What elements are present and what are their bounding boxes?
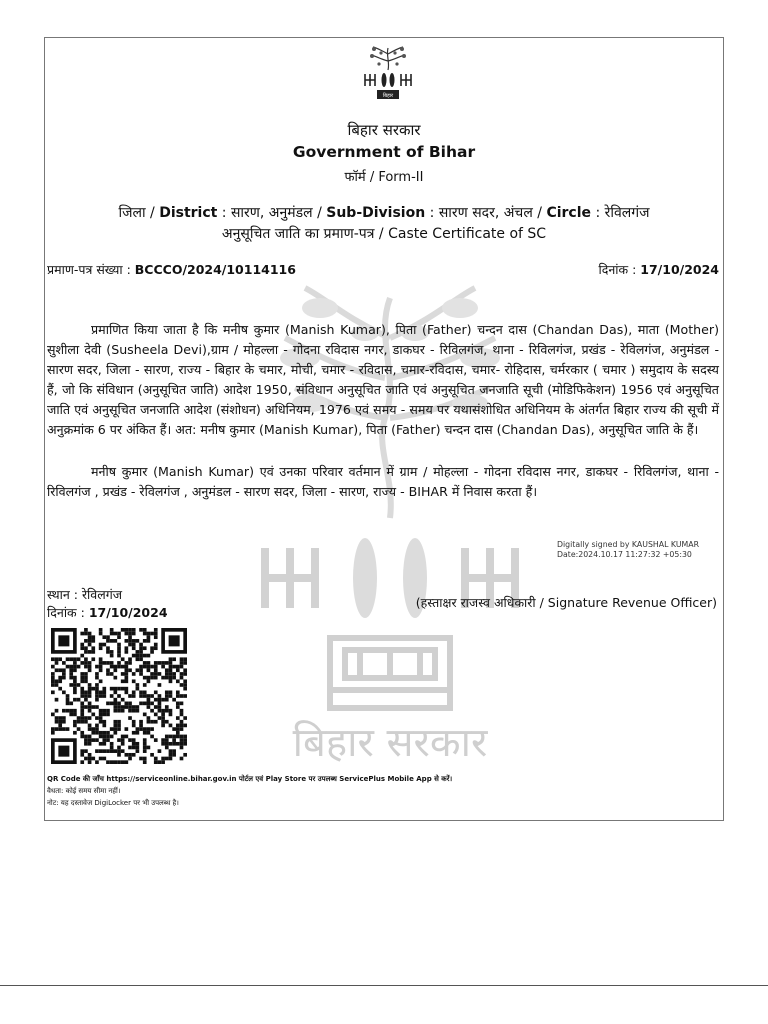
digital-signature-signer: Digitally signed by KAUSHAL KUMAR (557, 540, 700, 549)
title-english: Government of Bihar (292, 143, 476, 161)
certification-paragraph: प्रमाणित किया जाता है कि मनीष कुमार (Manish Kumar), पिता (Father) चन्दन दास (Chandan Das), माता (Mother) सुशीला देवी (Susheela Devi),ग्राम / मोहल्ला - गोदना रविदास नगर, डाकघर - रिविलगंज, थाना - रिविलगंज, प्रखंड - रेविलगंज, अनुमंडल - सारण सदर, जिला - सारण, राज्य - बिहार के चमार, मोची, चमार - रविदास, चमार-रविदास, चमार- रोहिदास, चर्मरकार ( चमार ) समुदाय के सदस्य हैं, जो कि संविधान (अनुसूचित जाति) आदेश 1950, संविधान अनुसूचित जाति एवं अनुसूचित जनजाति सूची (मोडिफिकेशन) 1956 एवं अनुसूचित जाति एवं अनुसूचित जनजाति आदेश (संशोधन) अधिनियम, 1976 एवं समय - समय पर यथासंशोधित अधिनियम के अंतर्गत बिहार राज्य की सूची में अनुक्रमांक 6 पर अंकित हैं। अत: मनीष कुमार (Manish Kumar), पिता (Father) चन्दन दास (Chandan Das), अनुसूचित जाति के हैं। (47, 322, 719, 437)
title-hindi: बिहार सरकार (347, 121, 421, 139)
certificate-date-label: दिनांक : (598, 262, 641, 277)
digital-signature (557, 540, 699, 560)
certificate-frame (44, 37, 724, 821)
emblem-text: बिहार (382, 93, 394, 99)
qr-code[interactable] (51, 628, 187, 764)
issue-place-value: रेविलगंज (81, 587, 123, 602)
subdivision-value: : सारण सदर, अंचल / (425, 205, 547, 221)
watermark-text: बिहार सरकार (292, 720, 488, 766)
certificate-number (47, 261, 296, 278)
certificate-title: अनुसूचित जाति का प्रमाण-पत्र / Caste Certificate of SC (221, 226, 547, 242)
circle-label: Circle (546, 205, 592, 221)
footer-validity: वैधता: कोई समय सीमा नहीं। (47, 787, 121, 795)
signature-officer-label: (हस्ताक्षर राजस्व अधिकारी / Signature Revenue Officer) (415, 595, 717, 610)
footer-qr-note: QR Code की जाँच https://serviceonline.bihar.gov.in पोर्टल एवं Play Store पर उपलब्ध ServicePlus Mobile App से करें। (47, 775, 453, 783)
form-label: फॉर्म / Form-II (344, 170, 424, 185)
page-bottom-rule (0, 985, 768, 986)
certificate-date (598, 261, 719, 278)
issue-date (47, 604, 168, 622)
district-value: : सारण, अनुमंडल / (217, 205, 327, 221)
district-prefix: जिला / (118, 205, 160, 221)
district-label: District (159, 205, 218, 221)
certificate-number-value: BCCCO/2024/10114116 (134, 262, 296, 277)
certificate-date-value: 17/10/2024 (640, 262, 719, 277)
footer-notes (47, 773, 452, 809)
residence-paragraph: मनीष कुमार (Manish Kumar) एवं उनका परिवार वर्तमान में ग्राम / मोहल्ला - गोदना रविदास नगर, डाकघर - रिविलगंज, थाना - रिविलगंज , प्रखंड - रेविलगंज , अनुमंडल - सारण सदर, जिला - सारण, राज्य - BIHAR में निवास करता हैं। (47, 464, 720, 499)
subdivision-label: Sub-Division (326, 205, 426, 221)
jurisdiction-line (45, 203, 723, 222)
issue-place-label: स्थान : (47, 587, 82, 602)
bihar-emblem-logo (357, 44, 419, 104)
issue-place-date (47, 586, 168, 622)
footer-digilocker: नोट: यह दस्तावेज DigiLocker पर भी उपलब्ध है। (47, 799, 179, 807)
certificate-number-label: प्रमाण-पत्र संख्या : (47, 262, 135, 277)
circle-value: : रेविलगंज (591, 205, 650, 221)
issue-date-label: दिनांक : (47, 605, 89, 620)
digital-signature-date: Date:2024.10.17 11:27:32 +05:30 (557, 550, 692, 559)
issue-date-value: 17/10/2024 (88, 605, 168, 620)
issue-place (47, 586, 168, 604)
